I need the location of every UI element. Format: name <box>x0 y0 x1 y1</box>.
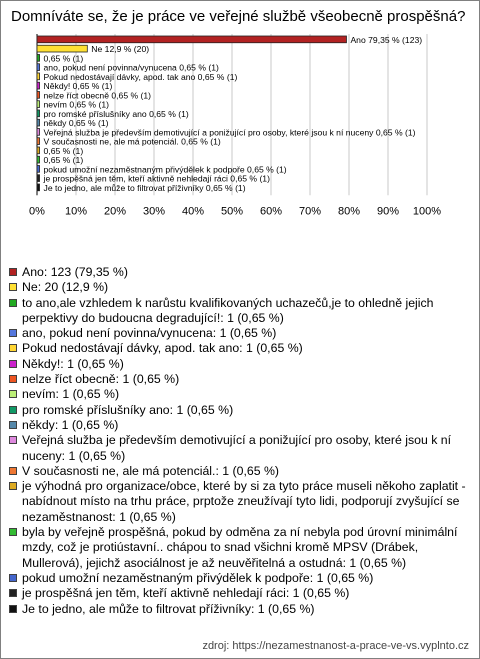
legend-label: Někdy!: 1 (0,65 %) <box>22 356 124 371</box>
legend-swatch <box>9 283 17 291</box>
bar <box>37 82 40 89</box>
bar <box>37 156 40 163</box>
legend-swatch <box>9 528 17 536</box>
x-tick-label: 50% <box>220 205 244 218</box>
bar-label: někdy 0,65 % (1) <box>43 118 109 128</box>
legend-swatch <box>9 436 17 444</box>
legend-item <box>8 464 474 479</box>
bar <box>37 101 40 108</box>
legend-label: ano, pokud není povinna/vynucena: 1 (0,65 %) <box>22 326 277 341</box>
bar-label: Veřejná služba je především demotivující a ponižující pro osoby, které jsou k ní nuceny 0,65 % (1) <box>43 127 416 138</box>
legend-item <box>8 372 474 387</box>
legend-swatch <box>9 268 17 276</box>
bar <box>37 166 40 173</box>
bar <box>37 175 40 182</box>
legend-swatch <box>9 406 17 414</box>
legend-label: je prospěšná jen těm, kteří aktivně nehledají ráci: 1 (0,65 %) <box>22 586 350 601</box>
legend-item <box>8 326 474 341</box>
legend-item <box>8 403 474 418</box>
legend-swatch <box>9 589 17 597</box>
legend-label: V současnosti ne, ale má potenciál.: 1 (0,65 %) <box>22 463 280 478</box>
legend-label: pokud umožní nezaměstnaným přivýdělek k podpoře: 1 (0,65 %) <box>22 570 374 585</box>
legend-swatch <box>9 482 17 490</box>
legend-item <box>8 418 474 433</box>
x-tick-label: 20% <box>103 205 127 218</box>
bar-label: pokud umožní nezaměstnaným přivýdělek k podpoře 0,65 % (1) <box>43 164 287 175</box>
legend-swatch <box>9 329 17 337</box>
bar <box>37 184 40 191</box>
legend-item <box>8 265 474 280</box>
x-tick-label: 0% <box>29 205 45 218</box>
bar <box>37 36 346 43</box>
legend-swatch <box>9 467 17 475</box>
legend-swatch <box>9 421 17 429</box>
chart-title: Domníváte se, že je práce ve veřejné službě všeobecně prospěšná? <box>11 8 466 25</box>
bar-label: Je to jedno, ale může to filtrovat příživníky 0,65 % (1) <box>43 182 246 193</box>
bar-label: je prospěšná jen těm, kteří aktivně nehledají ráci 0,65 % (1) <box>43 173 270 184</box>
legend-label: byla by veřejně prospěšná, pokud by odměna za ní nebyla pod úrovní minimální mzdy, což je protiústavní.. chápou to snad všichni kromě MPSV (Drábek, Mullerová), jejichž asociálnost je až neuvěřitelná a ostudná: 1 (0,65 %) <box>22 525 458 570</box>
legend-item <box>8 296 474 327</box>
bar <box>37 73 40 80</box>
x-tick-label: 40% <box>181 205 205 218</box>
legend-label: nevím: 1 (0,65 %) <box>22 387 120 402</box>
x-tick-label: 90% <box>376 205 400 218</box>
x-tick-label: 70% <box>298 205 322 218</box>
legend-item <box>8 433 474 464</box>
x-tick-label: 30% <box>142 205 166 218</box>
legend-item <box>8 602 474 617</box>
legend-label: pro romské příslušníky ano: 1 (0,65 %) <box>22 402 234 417</box>
bar-label: Ne 12,9 % (20) <box>91 44 150 54</box>
bar-label: 0,65 % (1) <box>43 53 84 64</box>
legend-item <box>8 341 474 356</box>
bar-label: nevím 0,65 % (1) <box>43 99 109 110</box>
bar-chart <box>0 30 480 262</box>
legend-label: je výhodná pro organizace/obce, které by si za tyto práce museli někoho zaplatit - nabídnout místo na trhu práce, prptože zneužívají tyto lidi, podporují zvyšující se nezaměstnanost: 1 (0,65 %) <box>22 479 466 524</box>
bar <box>37 138 40 145</box>
bar <box>37 119 40 126</box>
bar-label: V současnosti ne, ale má potenciál. 0,65 % (1) <box>43 136 221 147</box>
bar <box>37 55 40 62</box>
legend-swatch <box>9 299 17 307</box>
legend-item <box>8 387 474 402</box>
bar-label: nelze říct obecně 0,65 % (1) <box>43 90 152 101</box>
x-tick-label: 60% <box>259 205 283 218</box>
x-tick-label: 10% <box>64 205 88 218</box>
x-tick-label: 100% <box>412 205 442 218</box>
bar <box>37 110 40 117</box>
bar <box>37 147 40 154</box>
bar-label: pro romské příslušníky ano 0,65 % (1) <box>43 108 189 119</box>
legend-item <box>8 280 474 295</box>
legend-item <box>8 357 474 372</box>
legend-label: to ano,ale vzhledem k narůstu kvalifikovaných uchazečů,je to ohledně jejich perpektivy do budoucna degradující!: 1 (0,65 %) <box>22 295 434 325</box>
legend-swatch <box>9 605 17 613</box>
legend-item <box>8 479 474 525</box>
legend <box>8 265 474 617</box>
bar-label: Ano 79,35 % (123) <box>350 34 423 45</box>
legend-swatch <box>9 360 17 368</box>
legend-swatch <box>9 574 17 582</box>
bar-label: Někdy! 0,65 % (1) <box>43 81 113 91</box>
bar-label: ano, pokud není povinna/vynucena 0,65 % (1) <box>43 62 219 73</box>
bar-label: 0,65 % (1) <box>43 155 84 165</box>
legend-label: nelze říct obecně: 1 (0,65 %) <box>22 372 180 387</box>
bar <box>37 45 87 52</box>
source-text: zdroj: https://nezamestnanost-a-prace-ve-vs.vyplnto.cz <box>202 640 469 652</box>
bar-label: Pokud nedostávají dávky, apod. tak ano 0,65 % (1) <box>43 71 238 82</box>
bar <box>37 92 40 99</box>
x-tick-label: 80% <box>337 205 361 218</box>
legend-label: Pokud nedostávají dávky, apod. tak ano: 1 (0,65 %) <box>22 341 303 356</box>
legend-item <box>8 571 474 586</box>
legend-label: někdy: 1 (0,65 %) <box>22 417 119 432</box>
legend-label: Ano: 123 (79,35 %) <box>22 265 128 279</box>
legend-item <box>8 586 474 601</box>
legend-swatch <box>9 375 17 383</box>
bar <box>37 129 40 136</box>
legend-label: Veřejná služba je především demotivující a ponižující pro osoby, které jsou k ní nuceny: 1 (0,65 %) <box>22 433 452 463</box>
legend-swatch <box>9 344 17 352</box>
bar <box>37 64 40 71</box>
bar-label: 0,65 % (1) <box>43 145 84 156</box>
legend-swatch <box>9 390 17 398</box>
legend-label: Ne: 20 (12,9 %) <box>22 280 109 295</box>
legend-item <box>8 525 474 571</box>
legend-label: Je to jedno, ale může to filtrovat příživníky: 1 (0,65 %) <box>22 601 315 616</box>
